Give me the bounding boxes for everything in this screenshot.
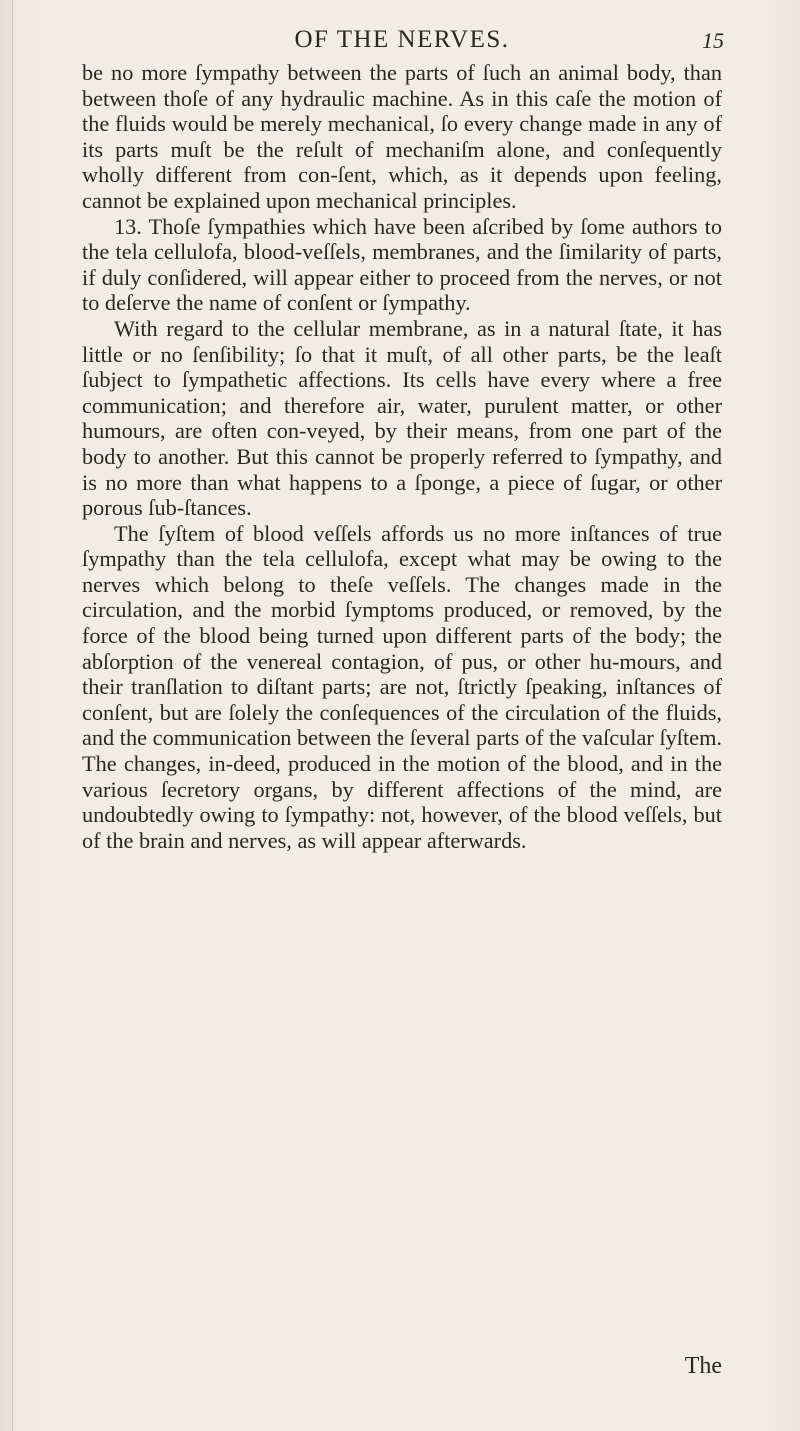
catchword: The xyxy=(684,1353,722,1379)
running-title: OF THE NERVES. xyxy=(294,26,510,53)
paragraph-section-13: 13. Thoſe ſympathies which have been aſcribed by ſome authors to the tela cellulofa, blood-veſſels, membranes, and the ſimilarity of parts, if duly conſidered, will appear either to proceed from the nerves, or not to deſerve the name of conſent or ſympathy. xyxy=(82,213,722,316)
paragraph-cellular-membrane: With regard to the cellular membrane, as in a natural ſtate, it has little or no ſenſibility; ſo that it muſt, of all other parts, be the leaſt ſubject to ſympathetic affections. Its cells have every where a free communication; and therefore air, water, purulent matter, or other humours, are often con-veyed, by their means, from one part of the body to another. But this cannot be properly referred to ſympathy, and is no more than what happens to a ſponge, a piece of ſugar, or other porous ſub-ſtances. xyxy=(82,315,722,521)
page-number: 15 xyxy=(702,28,724,53)
page-header xyxy=(82,26,722,60)
body-text xyxy=(82,60,722,853)
paragraph-blood-vessels: The ſyſtem of blood veſſels affords us no more inſtances of true ſympathy than the tela cellulofa, except what may be owing to the nerves which belong to theſe veſſels. The changes made in the circulation, and the morbid ſymptoms produced, or removed, by the force of the blood being turned upon different parts of the body; the abſorption of the venereal contagion, of pus, or other hu-mours, and their tranſlation to diſtant parts; are not, ſtrictly ſpeaking, inſtances of conſent, but are ſolely the conſequences of the circulation of the fluids, and the communication between the ſeveral parts of the vaſcular ſyſtem. The changes, in-deed, produced in the motion of the blood, and in the various ſecretory organs, by different affections of the mind, are undoubtedly owing to ſympathy: not, however, of the blood veſſels, but of the brain and nerves, as will appear afterwards. xyxy=(82,520,722,853)
binding-gutter xyxy=(12,0,13,1431)
paragraph-continuation: be no more ſympathy between the parts of ſuch an animal body, than between thoſe of any hydraulic machine. As in this caſe the motion of the fluids would be merely mechanical, ſo every change made in any of its parts muſt be the reſult of mechaniſm alone, and conſequently wholly different from con-ſent, which, as it depends upon feeling, cannot be explained upon mechanical principles. xyxy=(82,60,722,213)
